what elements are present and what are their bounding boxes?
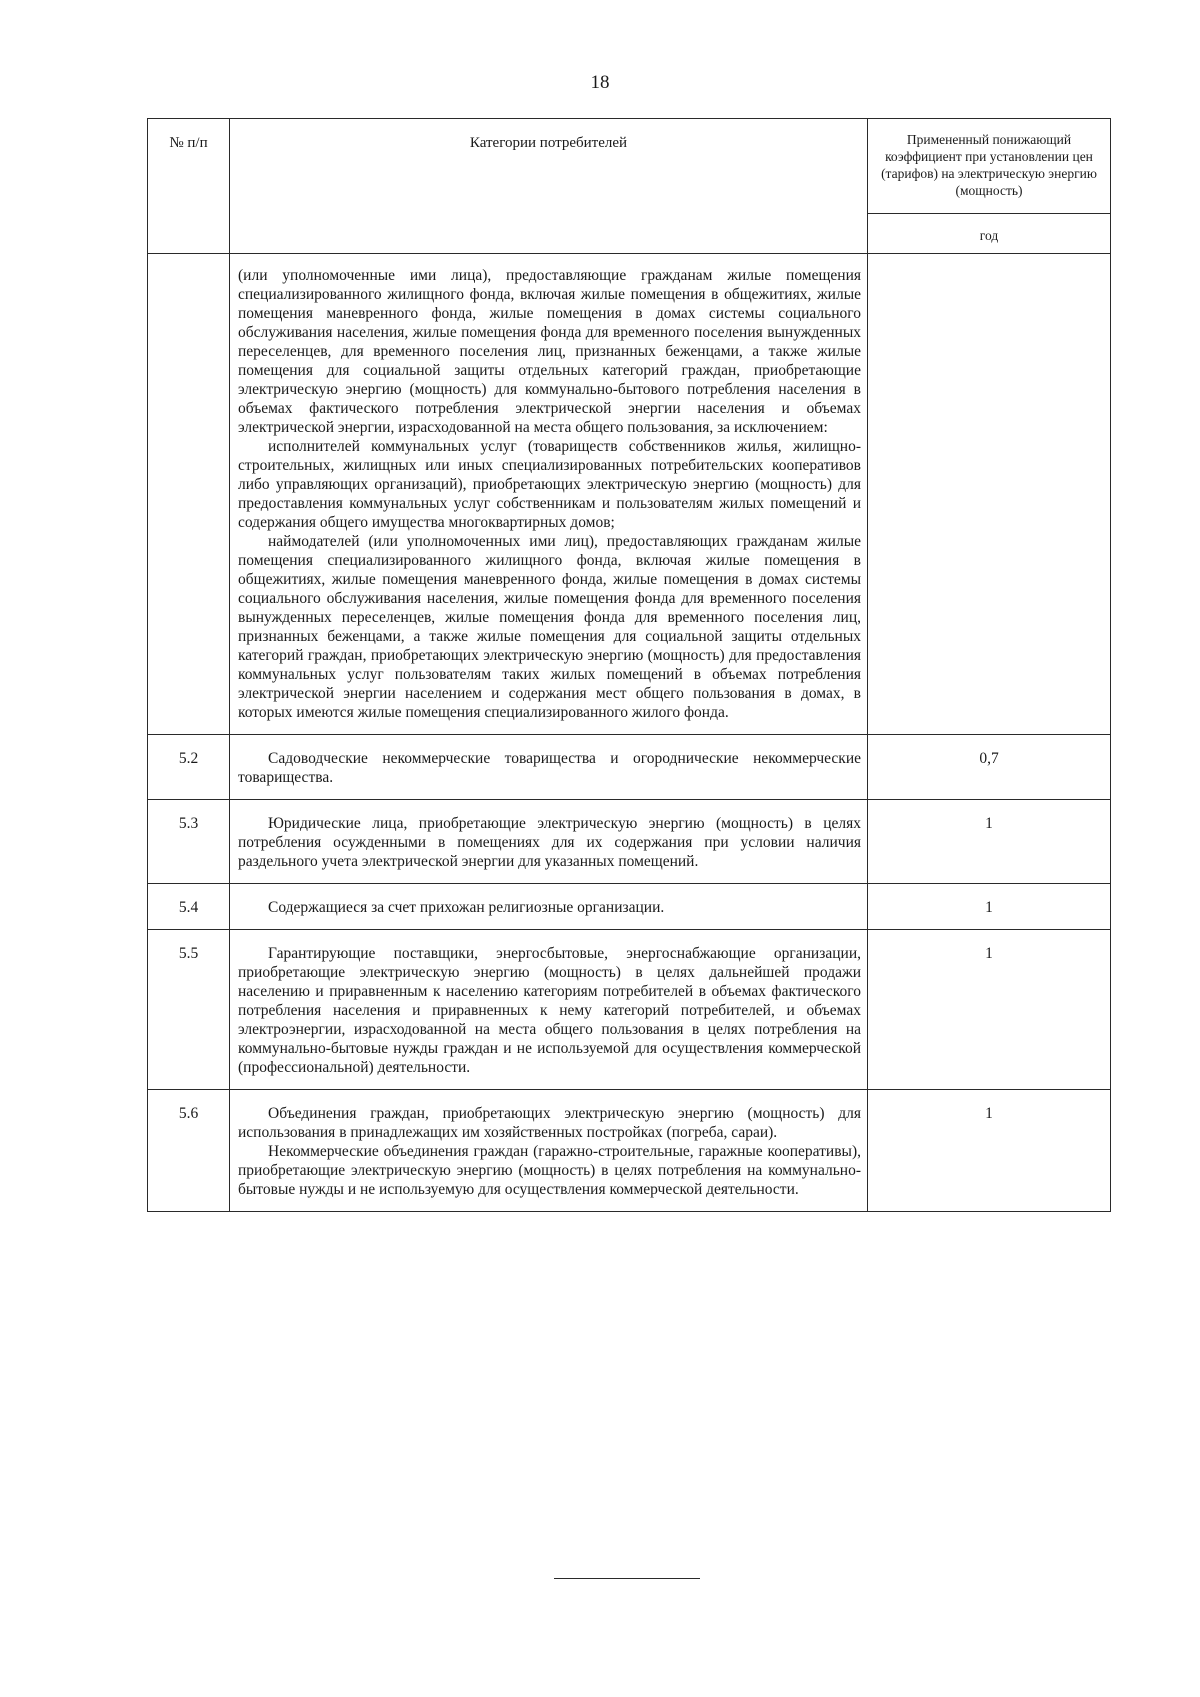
category-paragraph: Объединения граждан, приобретающих электрическую энергию (мощность) для использования в принадлежащих им хозяйственных постройках (погреба, сараи). — [238, 1105, 861, 1141]
category-paragraph: наймодателей (или уполномоченных ими лиц), предоставляющих гражданам жилые помещения специализированного жилищного фонда, включая жилые помещения в общежитиях, жилые помещения маневренного фонда, жилые помещения в домах системы социального обслуживания населения, жилые помещения фонда для временного поселения вынужденных переселенцев, жилые помещения фонда для временного поселения лиц, признанных беженцами, а также жилые помещения для социальной защиты отдельных категорий граждан, приобретающих электрическую энергию (мощность) для предоставления коммунальных услуг пользователям таких жилых помещений в объемах потребления электрической энергии населением и содержания мест общего пользования в домах, в которых имеются жилые помещения специализированного жилого фонда. — [238, 533, 861, 721]
row-coefficient: 1 — [868, 884, 1111, 930]
table-row — [148, 930, 1111, 1090]
table-header-row — [148, 119, 1111, 214]
row-category-cell — [230, 884, 868, 930]
row-number-cell — [148, 254, 230, 735]
row-coefficient: 1 — [868, 930, 1111, 1090]
header-number: № п/п — [148, 119, 230, 254]
table-row — [148, 884, 1111, 930]
row-number: 5.2 — [148, 735, 230, 800]
row-number: 5.4 — [148, 884, 230, 930]
category-paragraph: Некоммерческие объединения граждан (гаражно-строительные, гаражные кооперативы), приобретающие электрическую энергию (мощность) в целях потребления на коммунально-бытовые нужды и не используемую для осуществления коммерческой деятельности. — [238, 1143, 861, 1198]
row-coefficient: 1 — [868, 800, 1111, 884]
row-category-cell — [230, 800, 868, 884]
footer-divider — [554, 1578, 700, 1579]
row-coefficient-cell — [868, 254, 1111, 735]
table-row-continuation — [148, 254, 1111, 735]
category-paragraph: (или уполномоченные ими лица), предоставляющие гражданам жилые помещения специализированного жилищного фонда, включая жилые помещения в общежитиях, жилые помещения маневренного фонда, жилые помещения в домах системы социального обслуживания населения, жилые помещения фонда для временного поселения вынужденных переселенцев, для временного поселения лиц, признанных беженцами, а также жилые помещения для социальной защиты отдельных категорий граждан, приобретающие электрическую энергию (мощность) для коммунально-бытового потребления населения в объемах фактического потребления электрической энергии населения и объемах электрической энергии, израсходованной на места общего пользования, за исключением: — [238, 267, 861, 436]
row-category-cell — [230, 930, 868, 1090]
category-paragraph: исполнителей коммунальных услуг (товариществ собственников жилья, жилищно-строительных, жилищных или иных специализированных потребительских кооперативов либо управляющих организаций), приобретающих электрическую энергию (мощность) для предоставления коммунальных услуг собственникам и пользователям жилых помещений и содержания общего имущества многоквартирных домов; — [238, 438, 861, 531]
row-number: 5.6 — [148, 1090, 230, 1212]
header-coefficient: Примененный понижающий коэффициент при установлении цен (тарифов) на электрическую энергию (мощность) — [868, 119, 1111, 214]
table-row — [148, 735, 1111, 800]
row-number: 5.3 — [148, 800, 230, 884]
header-year: год — [868, 214, 1111, 254]
category-paragraph: Гарантирующие поставщики, энергосбытовые, энергоснабжающие организации, приобретающие электрическую энергию (мощность) в целях дальнейшей продажи населению и приравненным к населению категориям потребителей в объемах фактического потребления населения и приравненных к нему категорий потребителей, и объемах электроэнергии, израсходованной на места общего пользования в целях потребления на коммунально-бытовые нужды граждан и не используемой для осуществления коммерческой (профессиональной) деятельности. — [238, 945, 861, 1076]
row-coefficient: 0,7 — [868, 735, 1111, 800]
header-category: Категории потребителей — [230, 119, 868, 254]
row-category-cell — [230, 735, 868, 800]
page-number: 18 — [590, 72, 610, 93]
table-row — [148, 800, 1111, 884]
row-coefficient: 1 — [868, 1090, 1111, 1212]
row-category-cell — [230, 254, 868, 735]
row-category-cell — [230, 1090, 868, 1212]
category-paragraph: Садоводческие некоммерческие товарищества и огороднические некоммерческие товарищества. — [238, 750, 861, 786]
row-number: 5.5 — [148, 930, 230, 1090]
category-paragraph: Содержащиеся за счет прихожан религиозные организации. — [268, 899, 665, 916]
table-row — [148, 1090, 1111, 1212]
category-paragraph: Юридические лица, приобретающие электрическую энергию (мощность) в целях потребления осужденными в помещениях для их содержания при условии наличия раздельного учета электрической энергии для указанных помещений. — [238, 815, 861, 870]
tariff-coefficient-table — [147, 118, 1111, 1212]
